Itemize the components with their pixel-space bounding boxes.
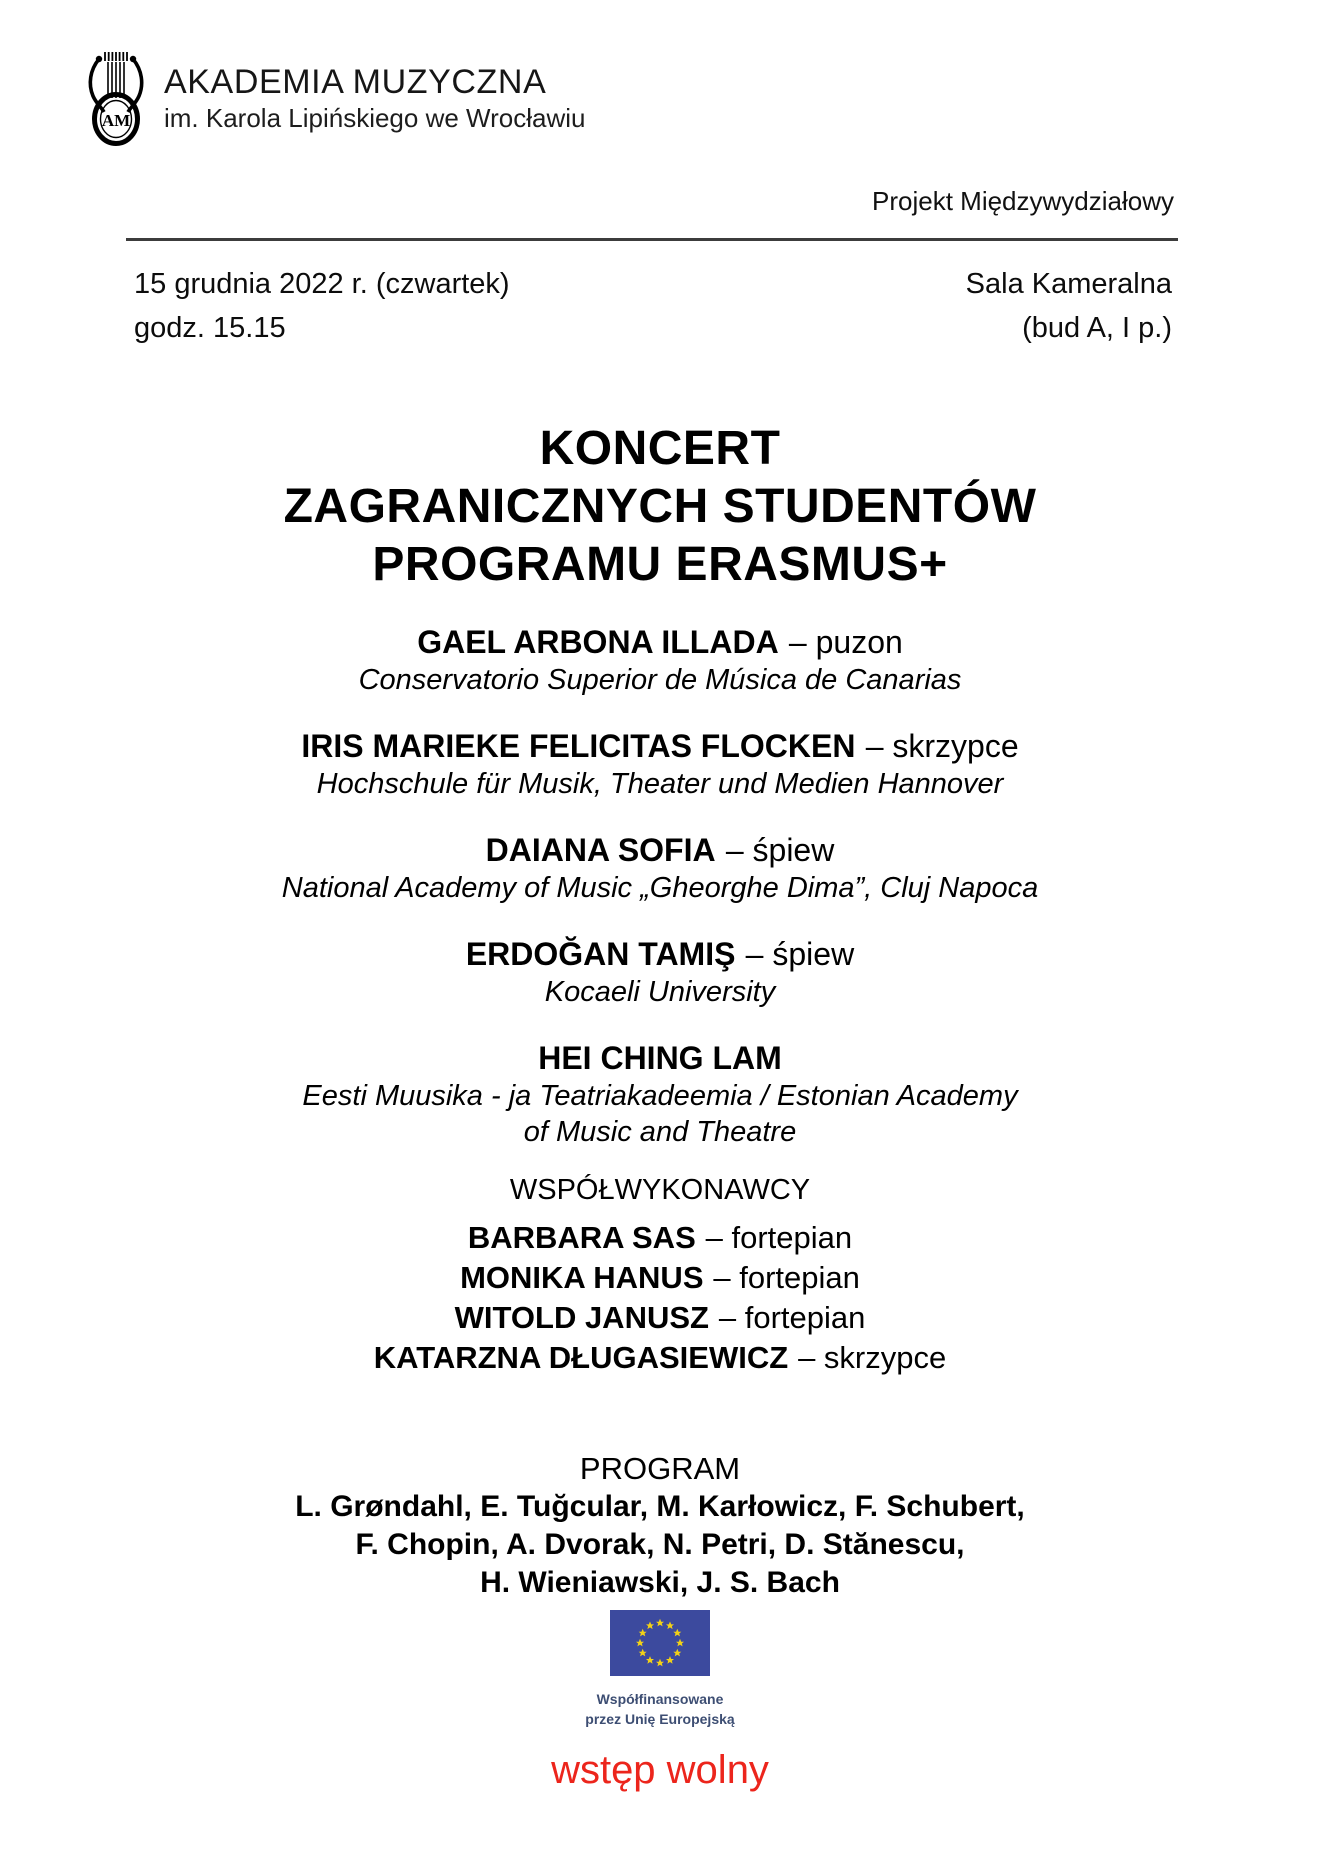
performer-institution: National Academy of Music „Gheorghe Dima”, Cluj Napoca	[281, 872, 1039, 904]
concert-title-line-2: ZAGRANICZNYCH STUDENTÓW	[283, 480, 1037, 533]
co-performer-entry	[0, 1218, 1320, 1258]
eu-flag-icon	[610, 1610, 710, 1676]
performer-institution: of Music and Theatre	[523, 1116, 797, 1148]
event-venue-detail: (bud A, I p.)	[1022, 312, 1172, 344]
project-label: Projekt Międzywydziałowy	[872, 186, 1174, 216]
lyre-left-dot	[96, 56, 102, 62]
lyre-monogram: AM	[101, 111, 131, 130]
performer-institution: Hochschule für Musik, Theater und Medien Hannover	[316, 768, 1004, 800]
program-heading: PROGRAM	[579, 1451, 741, 1486]
performer-entry	[0, 726, 1320, 802]
performer-entry	[0, 1038, 1320, 1150]
performer-name: DAIANA SOFIA	[485, 832, 716, 868]
eu-funding-block	[0, 1610, 1320, 1729]
co-performer-role: – fortepian	[718, 1300, 866, 1335]
event-info	[134, 262, 1172, 350]
co-performer-entry	[0, 1298, 1320, 1338]
co-performer-name: WITOLD JANUSZ	[454, 1300, 709, 1335]
performer-institution: Conservatorio Superior de Música de Canarias	[358, 664, 962, 696]
poster-body	[0, 420, 1320, 1793]
lyre-icon	[86, 50, 146, 146]
performer-name: ERDOĞAN TAMIŞ	[465, 936, 736, 972]
co-performer-entry	[0, 1338, 1320, 1378]
academy-subtitle: im. Karola Lipińskiego we Wrocławiu	[164, 103, 586, 133]
academy-name: AKADEMIA MUZYCZNA	[164, 63, 547, 101]
co-performer-name: KATARZNA DŁUGASIEWICZ	[373, 1340, 789, 1375]
performer-entry	[0, 830, 1320, 906]
co-performer-name: BARBARA SAS	[467, 1220, 696, 1255]
event-time: godz. 15.15	[134, 312, 286, 344]
co-performer-name: MONIKA HANUS	[460, 1260, 704, 1295]
concert-title-line-1: KONCERT	[539, 422, 781, 475]
performer-institution: Kocaeli University	[544, 976, 776, 1008]
performer-name: HEI CHING LAM	[538, 1040, 782, 1076]
program-line: H. Wieniawski, J. S. Bach	[480, 1566, 840, 1599]
performer-institution: Eesti Muusika - ja Teatriakadeemia / Estonian Academy	[302, 1080, 1018, 1112]
co-performer-role: – skrzypce	[798, 1340, 947, 1375]
program-line: L. Grøndahl, E. Tuğcular, M. Karłowicz, F. Schubert,	[295, 1490, 1025, 1523]
academy-logo	[86, 50, 585, 146]
co-performer-role: – fortepian	[705, 1220, 853, 1255]
eu-caption-line-1: Współfinansowane	[596, 1691, 724, 1707]
performer-name: GAEL ARBONA ILLADA	[417, 624, 779, 660]
co-performers-list	[0, 1218, 1320, 1378]
lyre-right-dot	[130, 56, 136, 62]
co-performers-heading: WSPÓŁWYKONAWCY	[509, 1174, 811, 1206]
performer-role: – śpiew	[725, 832, 835, 868]
program-line: F. Chopin, A. Dvorak, N. Petri, D. Stănescu,	[355, 1528, 965, 1561]
performer-name: IRIS MARIEKE FELICITAS FLOCKEN	[301, 728, 856, 764]
event-date: 15 grudnia 2022 r. (czwartek)	[134, 268, 510, 300]
performer-role: – puzon	[788, 624, 903, 660]
performer-role: – skrzypce	[865, 728, 1019, 764]
performer-role: – śpiew	[745, 936, 855, 972]
eu-caption-line-2: przez Unię Europejską	[585, 1711, 735, 1727]
concert-title-line-3: PROGRAMU ERASMUS+	[372, 538, 948, 591]
divider-rule	[126, 238, 1178, 241]
admission-note: wstęp wolny	[551, 1748, 769, 1792]
performer-entry	[0, 934, 1320, 1010]
performer-entry	[0, 622, 1320, 698]
event-venue: Sala Kameralna	[965, 268, 1172, 300]
co-performer-role: – fortepian	[713, 1260, 860, 1295]
co-performer-entry	[0, 1258, 1320, 1298]
